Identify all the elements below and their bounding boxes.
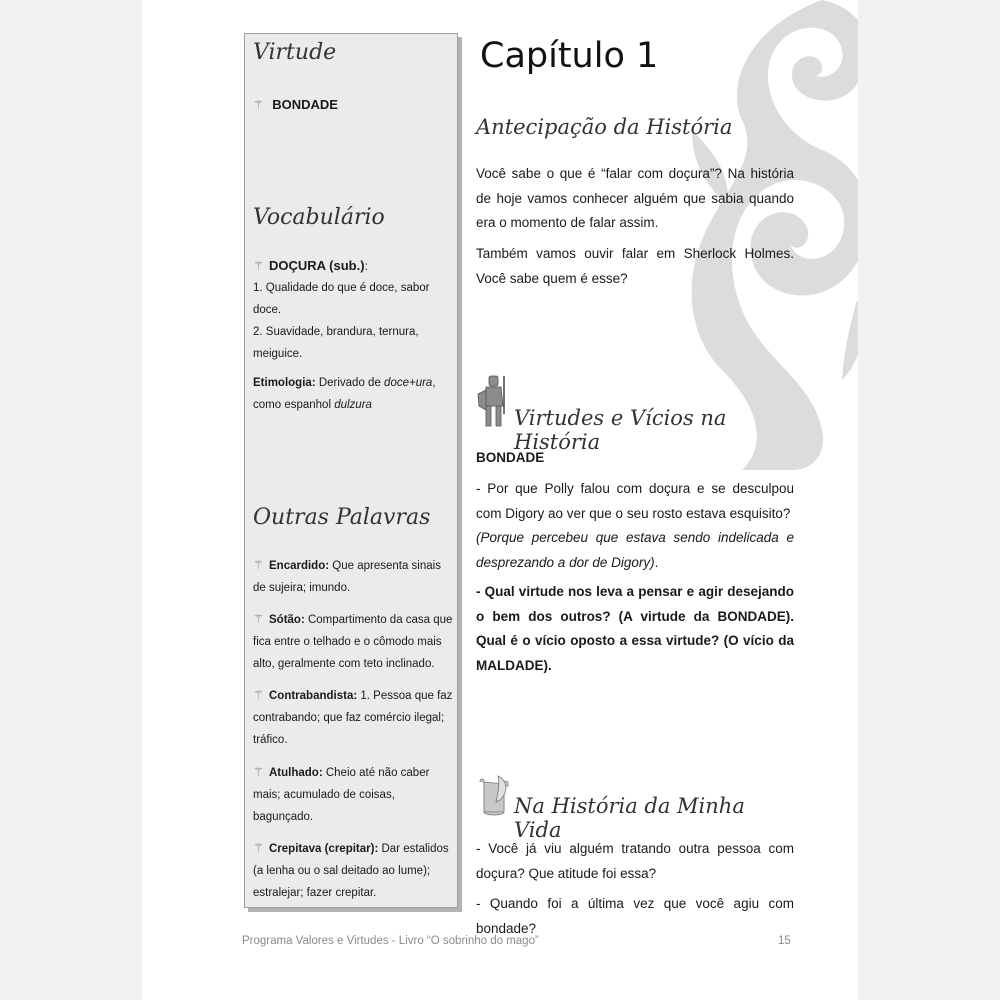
vocab-term-line (253, 255, 453, 278)
virtues-heading: Virtudes e Vícios na História (514, 406, 727, 454)
etymology-pre: Derivado de (318, 377, 381, 389)
virtues-answer-suffix: . (654, 554, 659, 570)
word-term: Contrabandista: (269, 690, 358, 702)
virtues-question-2: - Qual virtude nos leva a pensar e agir desejando o bem dos outros? (A virtude da BONDADE). Qual é o vício oposto a essa virtude? (O vício da MALDADE). (476, 584, 794, 673)
word-term: Encardido: (269, 560, 330, 572)
fleuron-bullet-icon: ⚚ (253, 558, 264, 572)
word-definition: 1. Pessoa que faz contrabando; que faz comércio ilegal; tráfico. (253, 690, 453, 746)
list-item (253, 554, 453, 599)
fleuron-bullet-icon: ⚚ (253, 259, 264, 273)
fleuron-bullet-icon: ⚚ (253, 688, 264, 702)
list-item (253, 837, 453, 904)
book-page (142, 0, 858, 1000)
etymology-mid: , como espanhol (253, 377, 436, 411)
word-definition: Cheio até não caber mais; acumulado de coisas, bagunçado. (253, 767, 430, 823)
virtues-label: BONDADE (476, 450, 545, 465)
footer-text: Programa Valores e Virtudes - Livro “O sobrinho do mago” (242, 935, 539, 947)
virtues-question-1: - Por que Polly falou com doçura e se desculpou com Digory ao ver que o seu rosto estava esquisito? (476, 481, 794, 521)
fleuron-bullet-icon: ⚚ (253, 98, 264, 112)
vocab-definition-1: 1. Qualidade do que é doce, sabor doce. (253, 282, 430, 316)
scroll-quill-icon (476, 774, 512, 818)
virtue-heading: Virtude (253, 40, 337, 65)
life-question-2: - Quando foi a última vez que você agiu com bondade? (476, 896, 794, 936)
sidebar-box (244, 33, 458, 908)
fleuron-bullet-icon: ⚚ (253, 612, 264, 626)
etymology-label: Etimologia: (253, 377, 316, 389)
list-item (253, 684, 453, 751)
vocab-term: DOÇURA (sub.) (269, 258, 365, 273)
word-definition: Dar estalidos (a lenha ou o sal deitado ao lume); estralejar; fazer crepitar. (253, 843, 449, 899)
page-number: 15 (778, 935, 791, 947)
word-definition: Compartimento da casa que fica entre o telhado e o cômodo mais alto, geralmente com teto inclinado. (253, 614, 453, 670)
life-question-1: - Você já viu alguém tratando outra pessoa com doçura? Que atitude foi essa? (476, 841, 794, 881)
vocab-heading: Vocabulário (253, 205, 385, 230)
word-term: Crepitava (crepitar): (269, 843, 379, 855)
fleuron-bullet-icon: ⚚ (253, 765, 264, 779)
chapter-title: Capítulo 1 (480, 36, 659, 76)
virtue-value: BONDADE (272, 97, 338, 112)
etymology-term-2: dulzura (334, 399, 372, 411)
list-item (253, 608, 453, 675)
anticipation-paragraph-2: Também vamos ouvir falar em Sherlock Holmes. Você sabe quem é esse? (476, 246, 794, 286)
etymology-term: doce+ura (384, 377, 433, 389)
fleuron-bullet-icon: ⚚ (253, 841, 264, 855)
other-words-heading: Outras Palavras (253, 505, 431, 530)
virtues-answer-1 (476, 526, 794, 575)
list-item (253, 761, 453, 828)
life-heading: Na História da Minha Vida (514, 794, 745, 842)
virtue-item (253, 94, 453, 117)
virtues-answer-text: (Porque percebeu que estava sendo indelicada e desprezando a dor de Digory) (476, 530, 794, 570)
word-term: Atulhado: (269, 767, 323, 779)
anticipation-paragraph-1: Você sabe o que é “falar com doçura”? Na história de hoje vamos conhecer alguém que sabia quando era o momento de falar assim. (476, 166, 794, 230)
knight-icon (476, 374, 510, 430)
word-term: Sótão: (269, 614, 305, 626)
word-definition: Que apresenta sinais de sujeira; imundo. (253, 560, 441, 594)
etymology (253, 372, 453, 416)
vocab-term-suffix: : (364, 261, 368, 273)
anticipation-heading: Antecipação da História (476, 115, 733, 139)
vocab-definition-2: 2. Suavidade, brandura, ternura, meiguice. (253, 326, 419, 360)
